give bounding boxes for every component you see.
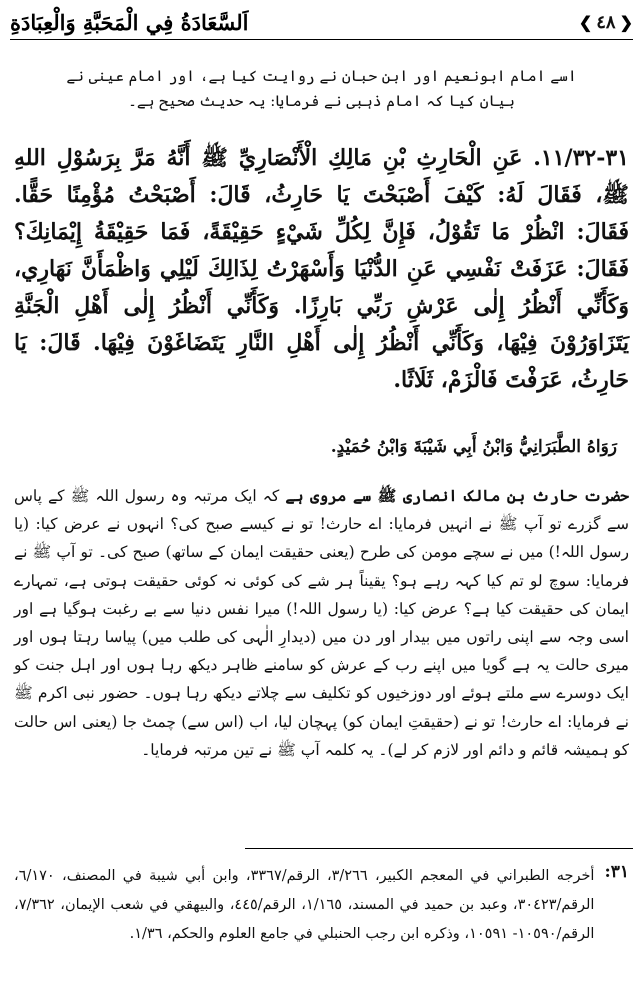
footnote-divider	[245, 848, 633, 849]
page-number-box	[579, 12, 633, 33]
ornament-icon: ❯	[578, 12, 593, 32]
running-header	[10, 4, 633, 40]
hadith-arabic	[14, 140, 629, 399]
footnote	[14, 862, 629, 949]
hadith-arabic-text: عَنِ الْحَارِثِ بْنِ مَالِكِ الْأَنْصَارِيِّ ﷺ أَنَّهُ مَرَّ بِرَسُوْلِ اللهِ ﷺ، فَقَالَ لَهُ: كَيْفَ أَصْبَحْتَ يَا حَارِثُ، قَالَ: أَصْبَحْتُ مُؤْمِنًا حَقًّا. فَقَالَ: انْظُرْ مَا تَقُوْلُ، فَإِنَّ لِكُلِّ شَيْءٍ حَقِيْقَةً، فَمَا حَقِيْقَةُ إِيْمَانِكَ؟ فَقَالَ: عَزَفَتْ نَفْسِي عَنِ الدُّنْيَا وَأَسْهَرْتُ لِذَالِكَ لَيْلِي وَاظْمَأَنَّ نَهَارِي، وَكَأَنِّي أَنْظُرُ إِلٰى عَرْشِ رَبِّي بَارِزًا. وَكَأَنِّي أَنْظُرُ إِلٰى أَهْلِ الْجَنَّةِ يَتَزَاوَرُوْنَ فِيْهَا، وَكَأَنِّي أَنْظُرُ إِلٰى أَهْلِ النَّارِ يَتَضَاغَوْنَ فِيْهَا. قَالَ: يَا حَارِثُ، عَرَفْتَ فَالْزَمْ، ثَلَاثًا.	[14, 145, 629, 393]
ornament-icon: ❮	[619, 12, 633, 32]
translation-body: کہ ایک مرتبہ وہ رسول اللہ ﷺ کے پاس سے گزرے تو آپ ﷺ نے انہیں فرمایا: اے حارث! تو نے کیسے صبح کی؟ انہوں نے عرض کیا: (یا رسول اللہ!) میں نے سچے مومن کی طرح (یعنی حقیقت ایمان کے ساتھ) صبح کی۔ تو آپ ﷺ نے فرمایا: سوچ لو تم کیا کہہ رہے ہو؟ یقیناً ہر شے کی کوئی نہ کوئی حقیقت ہوتی ہے، تمہارے ایمان کی حقیقت کیا ہے؟ عرض کیا: (یا رسول اللہ!) میرا نفس دنیا سے بے رغبت ہوگیا ہے اور اسی وجہ سے اپنی راتوں میں بیدار اور دن میں (دیدارِ الٰہی کی طلب میں) پیاسا رہتا ہوں اور میری حالت یہ ہے گویا میں اپنے رب کے عرش کو سامنے ظاہر دیکھ رہا ہوں اور اہل جنت کو ایک دوسرے سے ملتے ہوئے اور دوزخیوں کو تکلیف سے چلاتے دیکھ رہا ہوں۔ حضور نبی اکرم ﷺ نے فرمایا: اے حارث! تو نے (حقیقتِ ایمان کو) پہچان لیا، اب (اس سے) چمٹ جا (یعنی اس حالت کو ہمیشہ قائم و دائم اور لازم کر لے)۔ یہ کلمہ آپ ﷺ نے تین مرتبہ فرمایا۔	[14, 487, 629, 759]
hadith-number: ٣١-١١/٣٢.	[533, 145, 629, 171]
footnote-number: ٣١:	[604, 862, 629, 882]
translation-lead: حضرت حارث بن مالک انصاری ﷺ سے مروی ہے	[285, 486, 629, 505]
header-divider	[10, 39, 633, 40]
footnote-text: أخرجه الطبراني في المعجم الكبير، ٣/٢٦٦، الرقم/٣٣٦٧، وابن أبي شيبة في المصنف، ٦/١٧٠، الرقم/٣٠٤٢٣، وعبد بن حميد في المسند، ١/١٦٥، الرقم/٤٤٥، والبيهقي في شعب الإيمان، ٧/٣٦٢، الرقم/١٠٥٩٠- ١٠٥٩١، وذكره ابن رجب الحنبلي في جامع العلوم والحكم، ١/٣٦.	[14, 868, 595, 942]
previous-hadith-text: اسے امام ابونعیم اور ابن حبان نے روایت کیا ہے، اور امام عینی نے بیان کیا کہ امام ذہبی نے فرمایا: یہ حدیث صحیح ہے۔	[66, 67, 577, 110]
book-title: اَلسَّعَادَةُ فِي الْمَحَبَّةِ وَالْعِبَادَةِ	[10, 9, 249, 35]
urdu-translation	[14, 482, 629, 764]
hadith-narration-source: رَوَاهُ الطَّبَرَانِيُّ وَابْنُ أَبِي شَيْبَةَ وَابْنُ حُمَيْدٍ.	[330, 437, 617, 457]
page-number: ٤٨	[596, 11, 616, 33]
